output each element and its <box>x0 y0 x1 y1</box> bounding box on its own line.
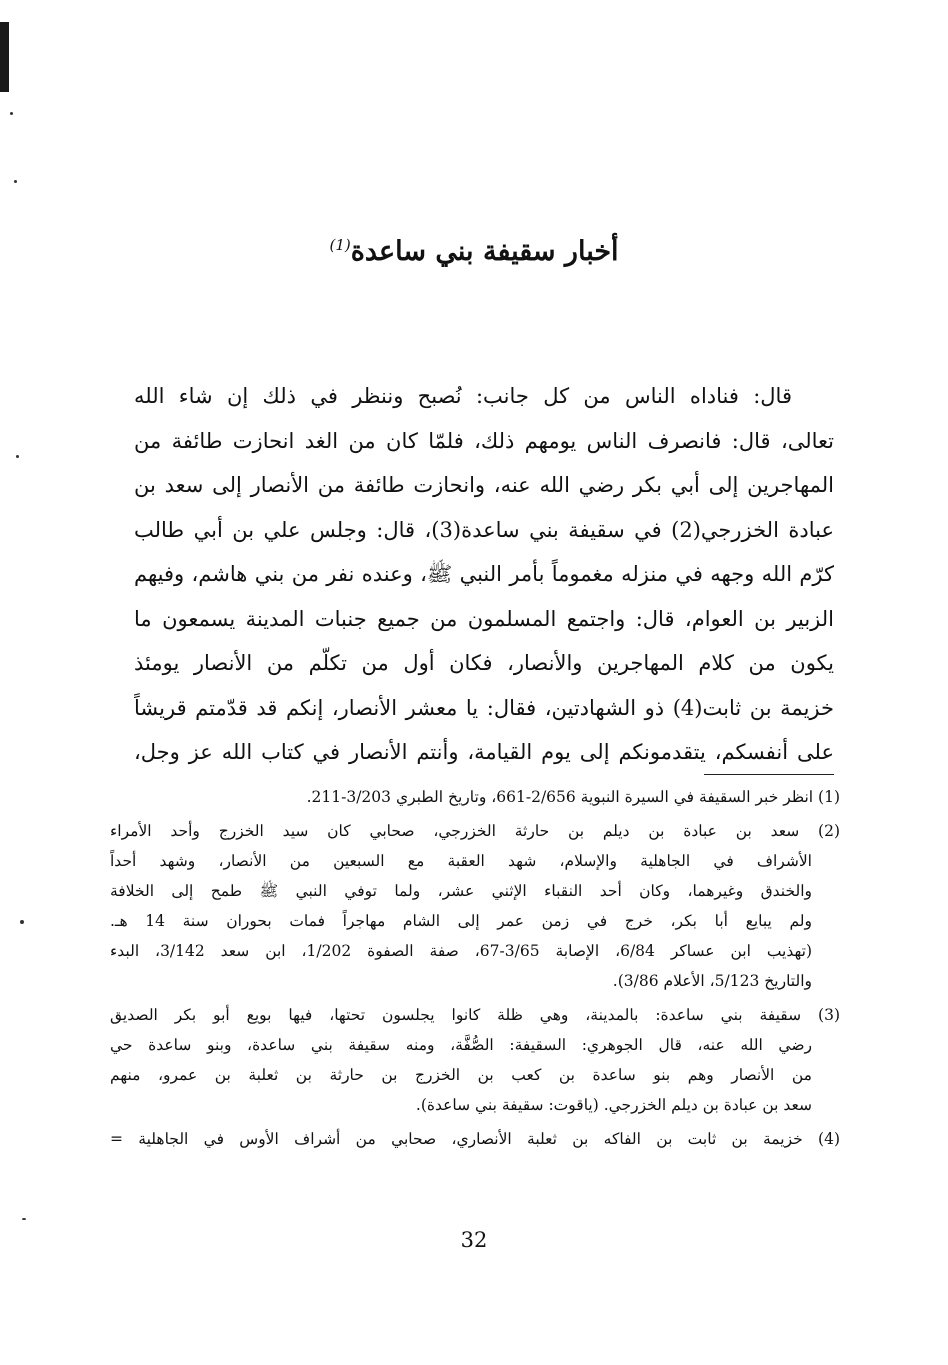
text-line: الزبير بن العوام، قال: واجتمع المسلمون من جميع جنبات المدينة يسمعون ما <box>134 606 834 631</box>
footnote-2-line: ولم يبايع أبا بكر، خرج في زمن عمر إلى الشام مهاجراً فمات بحوران سنة 14 هـ. <box>110 912 812 930</box>
footnote-2-line: الأشراف في الجاهلية والإسلام، شهد العقبة مع السبعين من الأنصار، وشهد أحداً <box>110 852 812 870</box>
title-footnote-ref: (1) <box>329 236 351 254</box>
scan-edge-mark <box>0 22 9 92</box>
text-line: المهاجرين إلى أبي بكر رضي الله عنه، وانحازت طائفة من الأنصار إلى سعد بن <box>134 473 834 497</box>
text-line: قال: فناداه الناس من كل جانب: نُصبح وننظر في ذلك إن شاء الله <box>134 384 792 408</box>
text-line: يكون من كلام المهاجرين والأنصار، فكان أول من تكلّم من الأنصار يومئذ <box>134 651 834 675</box>
scan-speck <box>22 1218 26 1220</box>
footnote-3-line: سعد بن عبادة بن ديلم الخزرجي. (ياقوت: سقيفة بني ساعدة). <box>415 1096 812 1114</box>
footnote-3-line: من الأنصار وهم بنو ساعدة بن كعب بن الخزرج بن حارثة بن ثعلبة بن عمرو، منهم <box>110 1066 812 1084</box>
text-line: تعالى، قال: فانصرف الناس يومهم ذلك، فلمّا كان من الغد انحازت طائفة من <box>134 428 834 453</box>
footnote-2-line: والتاريخ 5/123، الأعلام 3/86). <box>612 972 812 990</box>
scan-speck <box>10 112 13 115</box>
footnote-1-line: (1) انظر خبر السقيفة في السيرة النبوية 2/656-661، وتاريخ الطبري 3/203-211. <box>306 788 840 806</box>
scan-speck <box>16 455 19 458</box>
footnote-3-line: (3) سقيفة بني ساعدة: بالمدينة، وهي ظلة كانوا يجلسون تحتها، فيها بويع أبو بكر الصديق <box>110 1006 840 1024</box>
text-line: كرّم الله وجهه في منزله مغموماً بأمر النبي ﷺ، وعنده نفر من بني هاشم، وفيهم <box>134 562 834 586</box>
main-text <box>134 374 834 775</box>
footnote-3-line: رضي الله عنه، قال الجوهري: السقيفة: الصُّفَّة، ومنه سقيفة بني ساعدة، وبنو ساعدة حي <box>110 1036 812 1054</box>
footnote-4-line: (4) خزيمة بن ثابت بن الفاكه بن ثعلبة الأنصاري، صحابي من أشراف الأوس في الجاهلية = <box>110 1130 840 1148</box>
page-title <box>0 236 948 267</box>
scan-speck <box>14 180 17 183</box>
text-line: عبادة الخزرجي(2) في سقيفة بني ساعدة(3)، قال: وجلس علي بن أبي طالب <box>134 517 834 542</box>
page-title-text: أخبار سقيفة بني ساعدة <box>350 236 619 267</box>
footnotes <box>110 782 840 1154</box>
text-line: خزيمة بن ثابت(4) ذو الشهادتين، فقال: يا معشر الأنصار، إنكم قد قدّمتم قريشاً <box>134 695 834 720</box>
footnote-separator <box>704 774 834 775</box>
scan-speck <box>20 920 24 924</box>
footnote-2-line: (2) سعد بن عبادة بن ديلم بن حارثة الخزرجي، صحابي كان سيد الخزرج وأحد الأمراء <box>110 822 840 840</box>
page-number: 32 <box>460 1228 488 1252</box>
footnote-2-line: (تهذيب ابن عساكر 6/84، الإصابة 3/65-67، صفة الصفوة 1/202، ابن سعد 3/142، البدء <box>110 942 812 960</box>
text-line: على أنفسكم، يتقدمونكم إلى يوم القيامة، وأنتم الأنصار في كتاب الله عز وجل، <box>134 740 834 764</box>
footnote-2-line: والخندق وغيرهما، وكان أحد النقباء الإثني عشر، ولما توفي النبي ﷺ طمح إلى الخلافة <box>110 882 812 900</box>
